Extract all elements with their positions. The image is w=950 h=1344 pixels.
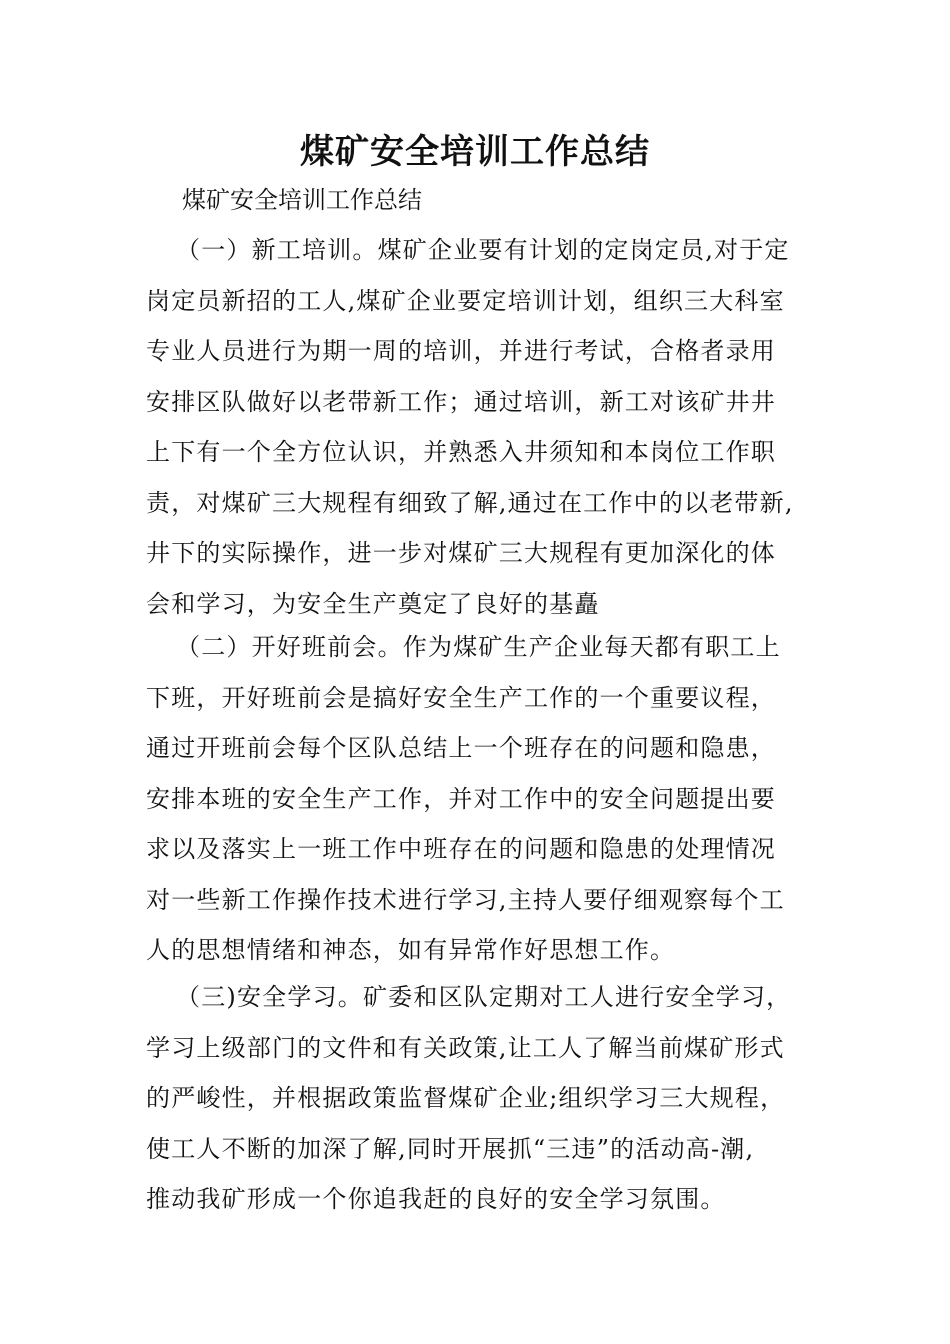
document-subtitle: 煤矿安全培训工作总结 (182, 186, 422, 214)
paragraph-line: 的严峻性，并根据政策监督煤矿企业;组织学习三大规程， (146, 1084, 786, 1112)
paragraph-line: 上下有一个全方位认识，并熟悉入井须知和本岗位工作职 (146, 438, 776, 466)
paragraph-line: （一）新工培训。煤矿企业要有计划的定岗定员,对于定 (176, 236, 790, 264)
paragraph-line: 岗定员新招的工人,煤矿企业要定培训计划，组织三大科室 (146, 286, 785, 315)
paragraph-new-worker-training (146, 225, 826, 629)
paragraph-line: 井下的实际操作，进一步对煤矿三大规程有更加深化的体 (146, 539, 776, 567)
paragraph-line: 下班，开好班前会是搞好安全生产工作的一个重要议程， (146, 683, 776, 712)
paragraph-pre-shift-meeting (146, 622, 826, 976)
paragraph-line: 责，对煤矿三大规程有细致了解,通过在工作中的以老带新, (146, 488, 794, 517)
paragraph-line: 安排区队做好以老带新工作；通过培训，新工对该矿井井 (146, 387, 776, 416)
paragraph-line: （二）开好班前会。作为煤矿生产企业每天都有职工上 (176, 633, 781, 661)
paragraph-line: 人的思想情绪和神态，如有异常作好思想工作。 (146, 936, 676, 964)
paragraph-line: 求以及落实上一班工作中班存在的问题和隐患的处理情况 (146, 835, 776, 863)
paragraph-line: 对一些新工作操作技术进行学习,主持人要仔细观察每个工 (146, 885, 785, 914)
paragraph-line: 使工人不断的加深了解,同时开展抓“三违”的活动高-潮, (146, 1134, 755, 1163)
paragraph-line: 会和学习，为安全生产奠定了良好的基矗 (146, 589, 600, 618)
paragraph-line: 推动我矿形成一个你追我赶的良好的安全学习氛围。 (146, 1185, 726, 1213)
paragraph-line: 学习上级部门的文件和有关政策,让工人了解当前煤矿形式 (146, 1033, 785, 1062)
paragraph-line: （三)安全学习。矿委和区队定期对工人进行安全学习， (176, 983, 792, 1011)
paragraph-safety-study (146, 972, 826, 1225)
paragraph-line: 通过开班前会每个区队总结上一个班存在的问题和隐患， (146, 734, 776, 762)
document-title: 煤矿安全培训工作总结 (300, 132, 650, 172)
paragraph-line: 安排本班的安全生产工作，并对工作中的安全问题提出要 (146, 784, 776, 813)
paragraph-line: 专业人员进行为期一周的培训，并进行考试，合格者录用 (146, 337, 776, 365)
